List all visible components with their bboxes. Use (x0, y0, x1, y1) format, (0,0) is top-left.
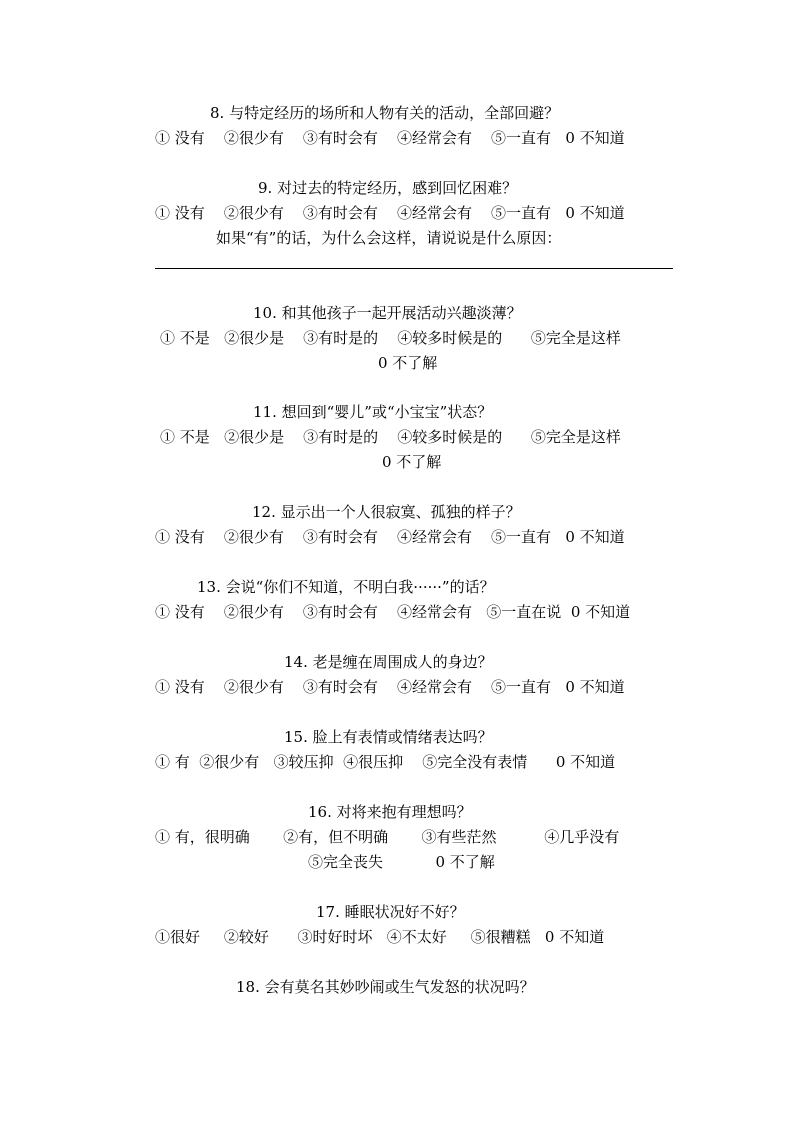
options-9: ① 没有 ②很少有 ③有时会有 ④经常会有 ⑤一直有 0 不知道 (155, 204, 625, 222)
answer-line (155, 268, 673, 269)
question-15: 15. 脸上有表情或情绪表达吗？ (284, 728, 493, 746)
options-11: ① 不是 ②很少是 ③有时是的 ④较多时候是的 ⑤完全是这样 (160, 428, 621, 446)
question-9: 9. 对过去的特定经历，感到回忆困难？ (258, 179, 518, 197)
note-9: 如果“有”的话，为什么会这样，请说说是什么原因： (216, 229, 562, 247)
options-8: ① 没有 ②很少有 ③有时会有 ④经常会有 ⑤一直有 0 不知道 (155, 129, 625, 147)
question-17: 17. 睡眠状况好不好？ (316, 903, 465, 921)
options-13: ① 没有 ②很少有 ③有时会有 ④经常会有 ⑤一直在说 0 不知道 (155, 603, 631, 621)
question-11: 11. 想回到“婴儿”或“小宝宝”状态？ (253, 403, 493, 421)
options-16-extra: ⑤完全丧失 0 不了解 (308, 853, 495, 871)
options-12: ① 没有 ②很少有 ③有时会有 ④经常会有 ⑤一直有 0 不知道 (155, 528, 625, 546)
options-17: ①很好 ②较好 ③时好时坏 ④不太好 ⑤很糟糕 0 不知道 (155, 928, 605, 946)
question-14: 14. 老是缠在周围成人的身边？ (284, 653, 493, 671)
question-13: 13. 会说“你们不知道，不明白我······”的话？ (197, 578, 495, 596)
question-8: 8. 与特定经历的场所和人物有关的活动，全部回避？ (210, 104, 560, 122)
options-11-extra: 0 不了解 (382, 453, 442, 471)
options-14: ① 没有 ②很少有 ③有时会有 ④经常会有 ⑤一直有 0 不知道 (155, 678, 625, 696)
question-16: 16. 对将来抱有理想吗？ (308, 803, 472, 821)
question-10: 10. 和其他孩子一起开展活动兴趣淡薄？ (253, 304, 522, 322)
question-12: 12. 显示出一个人很寂寞、孤独的样子？ (252, 503, 521, 521)
options-10: ① 不是 ②很少是 ③有时是的 ④较多时候是的 ⑤完全是这样 (160, 329, 621, 347)
options-15: ① 有 ②很少有 ③较压抑 ④很压抑 ⑤完全没有表情 0 不知道 (155, 753, 616, 771)
question-18: 18. 会有莫名其妙吵闹或生气发怒的状况吗？ (236, 978, 535, 996)
options-16: ① 有，很明确 ②有，但不明确 ③有些茫然 ④几乎没有 (155, 828, 620, 846)
options-10-extra: 0 不了解 (378, 354, 438, 372)
